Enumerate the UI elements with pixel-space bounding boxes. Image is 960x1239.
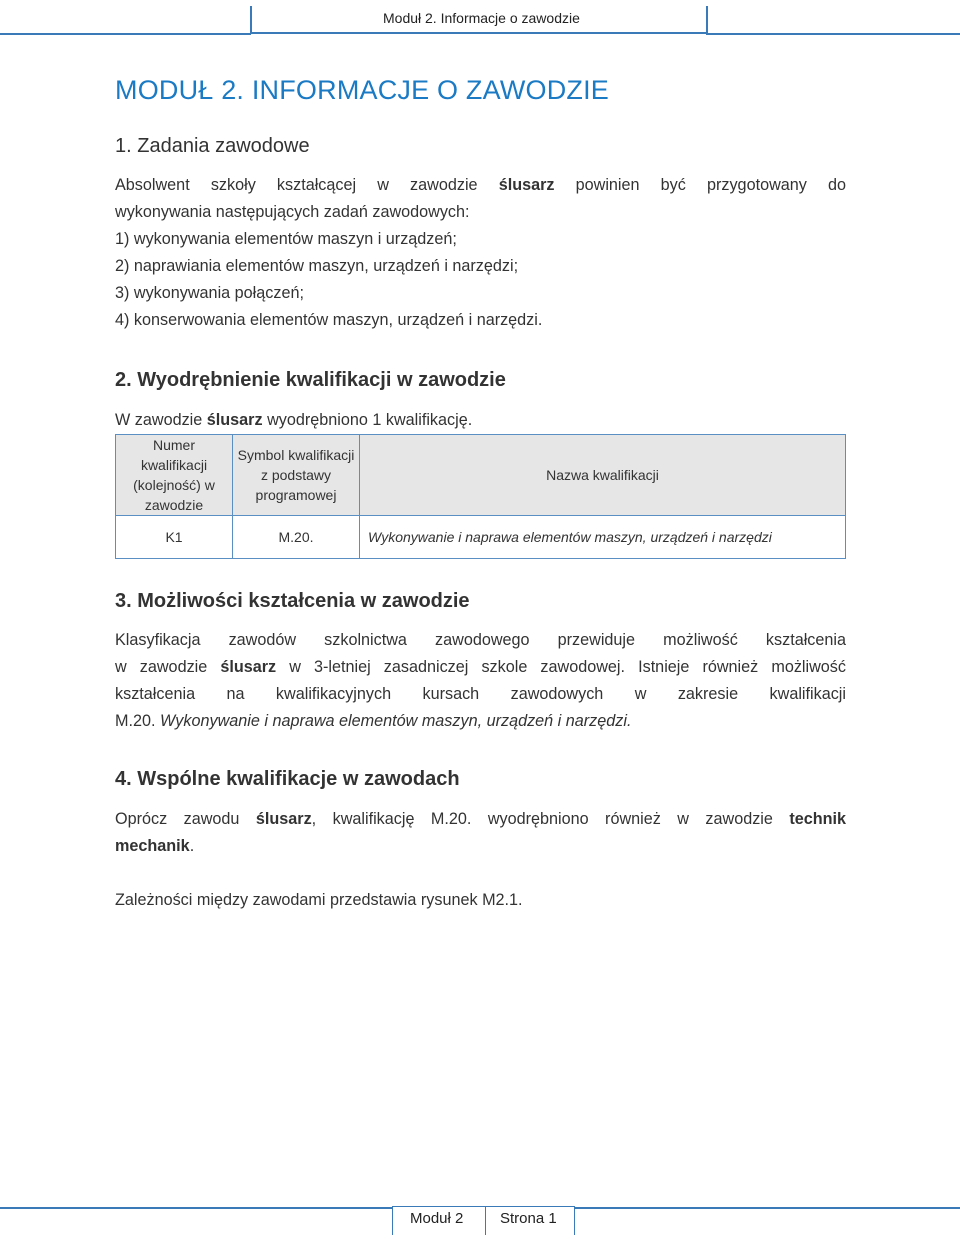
task-item: 2) naprawiania elementów maszyn, urządzeń i narzędzi; [115, 257, 519, 275]
table-header-row [116, 435, 846, 516]
footer-rule-left [0, 1207, 392, 1209]
s3-line2-a: w zawodzie [115, 658, 208, 676]
task-item: 4) konserwowania elementów maszyn, urządzeń i narzędzi. [115, 311, 543, 329]
s3-line1: Klasyfikacja zawodów szkolnictwa zawodowego przewiduje możliwość kształcenia [115, 631, 846, 649]
section-1-body [115, 172, 846, 334]
s3-line2 [115, 654, 846, 681]
s4-profession: ślusarz [255, 810, 312, 828]
s4-text-c: . [189, 837, 195, 855]
intro-profession: ślusarz [498, 176, 555, 194]
intro-text-b: powinien być przygotowany do [575, 176, 846, 194]
table-row [116, 516, 846, 559]
task-item: 1) wykonywania elementów maszyn i urządzeń; [115, 230, 457, 248]
running-title: Moduł 2. Informacje o zawodzie [383, 10, 580, 26]
s3-qualification-name: Wykonywanie i naprawa elementów maszyn, urządzeń i narzędzi. [160, 712, 632, 730]
section-1-heading: 1. Zadania zawodowe [115, 135, 310, 157]
s3-profession: ślusarz [220, 658, 277, 676]
col-header-number: Numer kwalifikacji (kolejność) w zawodzie [116, 435, 233, 516]
cell-symbol: M.20. [233, 516, 360, 559]
section-3-body [115, 627, 846, 735]
s4-profession-2a: technik [789, 810, 847, 828]
task-item: 3) wykonywania połączeń; [115, 284, 304, 302]
s2-text-b: wyodrębniono 1 kwalifikację. [267, 411, 473, 429]
figure-reference: Zależności między zawodami przedstawia rysunek M2.1. [115, 891, 523, 909]
header-rule-right [706, 33, 960, 35]
s2-text-a: W zawodzie [115, 411, 203, 429]
col-header-name: Nazwa kwalifikacji [360, 435, 846, 516]
cell-name: Wykonywanie i naprawa elementów maszyn, urządzeń i narzędzi [360, 516, 846, 559]
footer-rule-right [574, 1207, 960, 1209]
s4-line2 [115, 833, 846, 860]
s4-profession-2b: mechanik [115, 837, 190, 855]
section-2-heading: 2. Wyodrębnienie kwalifikacji w zawodzie [115, 369, 506, 391]
page-title: MODUŁ 2. INFORMACJE O ZAWODZIE [115, 75, 610, 105]
section-4-body [115, 806, 846, 860]
s4-line1 [115, 806, 846, 833]
s3-line3: kształcenia na kwalifikacyjnych kursach zawodowych w zakresie kwalifikacji [115, 685, 846, 703]
s3-line4-a: M.20. [115, 712, 156, 730]
s3-line4 [115, 708, 846, 735]
section-3-heading: 3. Możliwości kształcenia w zawodzie [115, 590, 470, 612]
col-header-symbol: Symbol kwalifikacji z podstawy programowej [233, 435, 360, 516]
section-1-intro-line1 [115, 172, 846, 199]
footer-page-number: Strona 1 [500, 1210, 557, 1227]
intro-text-a: Absolwent szkoły kształcącej w zawodzie [115, 176, 478, 194]
section-1-intro-line2: wykonywania następujących zadań zawodowych: [115, 203, 470, 221]
qualification-table [115, 434, 846, 559]
cell-number: K1 [116, 516, 233, 559]
s2-profession: ślusarz [206, 411, 263, 429]
section-2-intro [115, 407, 846, 434]
footer-module: Moduł 2 [410, 1210, 464, 1227]
section-4-heading: 4. Wspólne kwalifikacje w zawodach [115, 768, 460, 790]
s4-text-b: , kwalifikację M.20. wyodrębniono również w zawodzie [311, 810, 773, 828]
header-rule-left [0, 33, 251, 35]
s4-text-a: Oprócz zawodu [115, 810, 240, 828]
s3-line2-b: w 3-letniej zasadniczej szkole zawodowej. Istnieje również możliwość [289, 658, 846, 676]
